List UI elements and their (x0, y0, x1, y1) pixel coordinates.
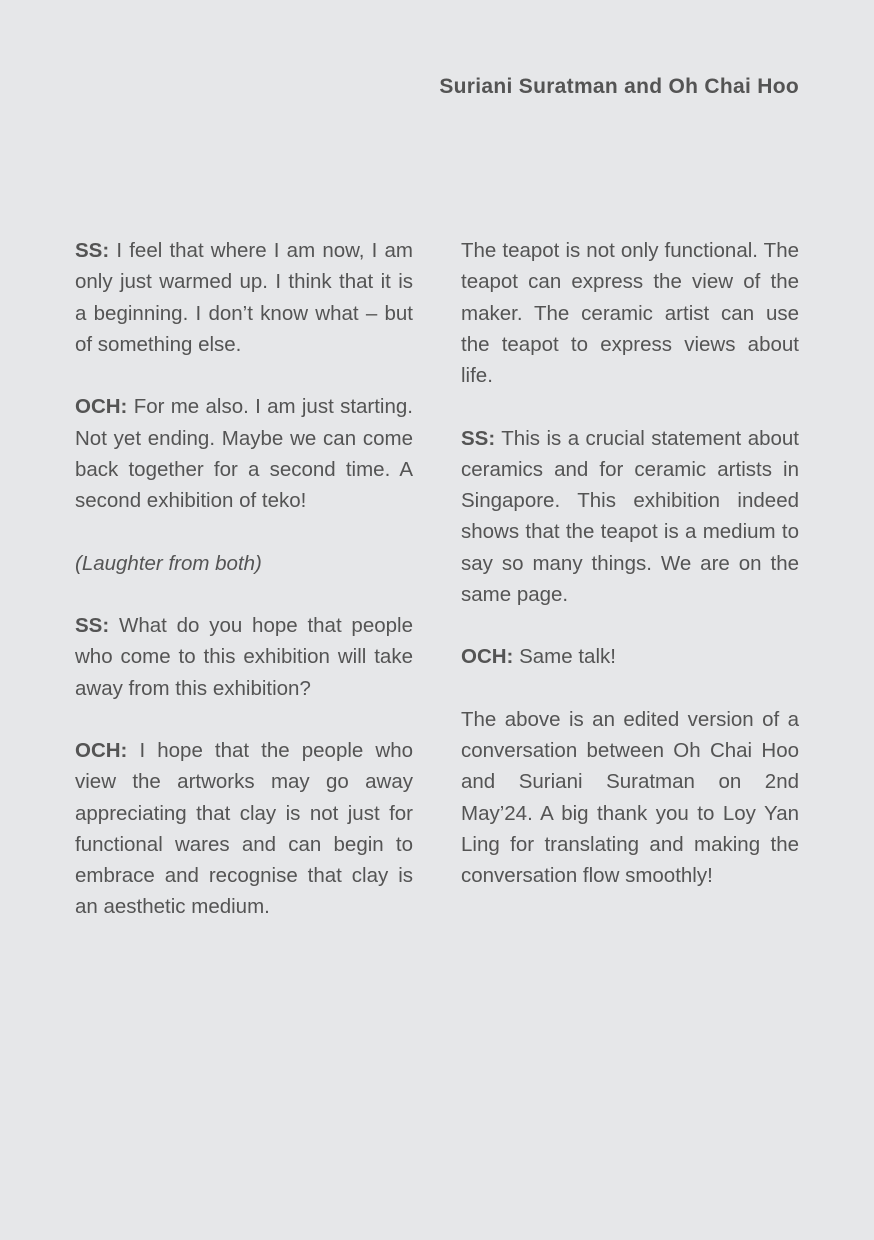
paragraph-text: I feel that where I am now, I am only just warmed up. I think that it is a beginning. I don’t know what – but of something else. (75, 239, 413, 356)
paragraph-och-2 (75, 735, 413, 923)
paragraph-och-1 (75, 391, 413, 516)
paragraph-ss-1 (75, 235, 413, 360)
paragraph-text: I hope that the people who view the artworks may go away appreciating that clay is not just for functional wares and can begin to embrace and recognise that clay is an aesthetic medium. (75, 739, 413, 919)
paragraph-ss-2 (75, 610, 413, 704)
speaker-label: SS: (75, 614, 110, 637)
paragraph-text: What do you hope that people who come to this exhibition will take away from this exhibition? (75, 614, 413, 700)
running-header: Suriani Suratman and Oh Chai Hoo (439, 75, 799, 98)
speaker-label: OCH: (75, 739, 128, 762)
stage-direction: (Laughter from both) (75, 551, 262, 575)
paragraph-text: The teapot is not only functional. The teapot can express the view of the maker. The ceramic artist can use the teapot to express views about life. (461, 239, 799, 387)
paragraph-och-3 (461, 641, 799, 672)
paragraph-ss-3 (461, 423, 799, 611)
paragraph-text: The above is an edited version of a conversation between Oh Chai Hoo and Suriani Suratman on 2nd May’24. A big thank you to Loy Yan Ling for translating and making the conversation flow smoothly! (461, 707, 799, 887)
paragraph-continuation (461, 235, 799, 391)
paragraph-text: This is a crucial statement about ceramics and for ceramic artists in Singapore. This exhibition indeed shows that the teapot is a medium to say so many things. We are on the same page. (461, 426, 799, 606)
speaker-label: SS: (75, 239, 110, 262)
paragraph-text: For me also. I am just starting. Not yet ending. Maybe we can come back together for a second time. A second exhibition of teko! (75, 395, 413, 512)
speaker-label: SS: (461, 426, 496, 450)
left-column (75, 235, 413, 954)
paragraph-text: Same talk! (519, 645, 616, 669)
speaker-label: OCH: (461, 645, 514, 669)
speaker-label: OCH: (75, 395, 128, 419)
editorial-note (461, 704, 799, 892)
right-column (461, 235, 799, 923)
